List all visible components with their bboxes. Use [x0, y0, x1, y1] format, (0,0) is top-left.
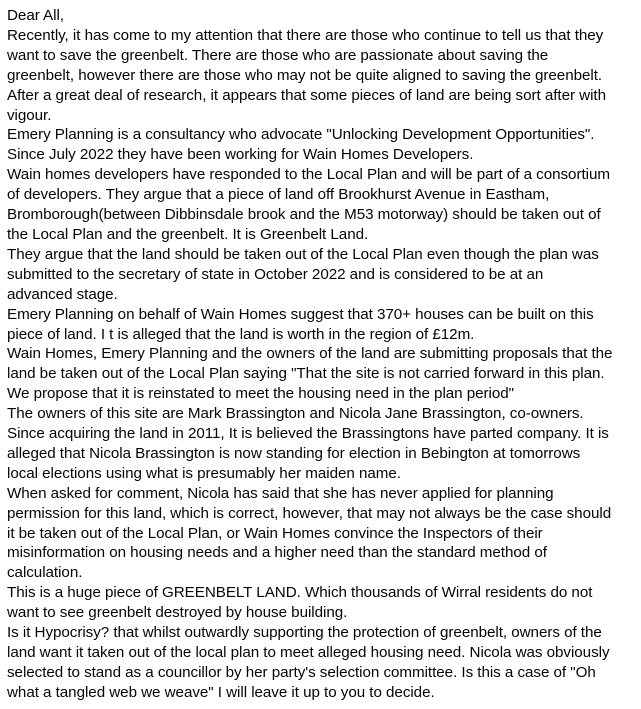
post-text-line: Wain homes developers have responded to the Local Plan and will be part of a consortium [7, 166, 610, 184]
post-text-line: it be taken out of the Local Plan, or Wain Homes convince the Inspectors of their [7, 524, 543, 542]
post-text-line: land be taken out of the Local Plan saying "That the site is not carried forward in this plan. [7, 365, 605, 383]
post-text-line: Emery Planning on behalf of Wain Homes suggest that 370+ houses can be built on this [7, 305, 594, 323]
post-text-line: Since July 2022 they have been working for Wain Homes Developers. [7, 146, 474, 164]
post-text-line: Wain Homes, Emery Planning and the owners of the land are submitting proposals that the [7, 345, 613, 363]
post-text-line: After a great deal of research, it appears that some pieces of land are being sort after with [7, 86, 606, 104]
post-text-line: calculation. [7, 564, 83, 582]
post-text-line: local elections using what is presumably her maiden name. [7, 464, 401, 482]
post-text-line: Dear All, [7, 7, 64, 24]
post-text-line: piece of land. I t is alleged that the land is worth in the region of £12m. [7, 325, 475, 343]
post-text-line: The owners of this site are Mark Brassington and Nicola Jane Brassington, co-owners. [7, 405, 584, 423]
post-text-line: selected to stand as a councillor by her party's selection committee. Is this a case of "Oh [7, 663, 596, 681]
post-text-line: what a tangled web we weave" I will leave it up to you to decide. [7, 683, 435, 701]
post-text-line: want to save the greenbelt. There are those who are passionate about saving the [7, 46, 549, 64]
post-text-line: Since acquiring the land in 2011, It is believed the Brassingtons have parted company. It is [7, 425, 609, 443]
post-text-line: misinformation on housing needs and a higher need than the standard method of [7, 544, 547, 562]
post-text-line: permission for this land, which is correct, however, that may not always be the case should [7, 504, 612, 522]
post-text-line: alleged that Nicola Brassington is now standing for election in Bebington at tomorrows [7, 444, 581, 462]
post-text-line: They argue that the land should be taken out of the Local Plan even though the plan was [7, 245, 599, 263]
post-text-line: This is a huge piece of GREENBELT LAND. Which thousands of Wirral residents do not [7, 584, 593, 602]
post-text-line: When asked for comment, Nicola has said that she has never applied for planning [7, 484, 554, 502]
post-text-line: greenbelt, however there are those who may not be quite aligned to saving the greenbelt. [7, 66, 603, 84]
post-text-line: Emery Planning is a consultancy who advocate "Unlocking Development Opportunities". [7, 126, 595, 144]
post-text-line: vigour. [7, 106, 52, 124]
post-text-line: of developers. They argue that a piece of land off Brookhurst Avenue in Eastham, [7, 186, 550, 204]
post-text-line: want to see greenbelt destroyed by house building. [7, 604, 348, 622]
post-text-line: We propose that it is reinstated to meet the housing need in the plan period" [7, 385, 514, 403]
post-text-line: Bromborough(between Dibbinsdale brook and the M53 motorway) should be taken out of [7, 206, 601, 224]
post-text-line: submitted to the secretary of state in October 2022 and is considered to be at an [7, 265, 544, 283]
post-text-line: the Local Plan and the greenbelt. It is Greenbelt Land. [7, 225, 369, 243]
post-text-line: land want it taken out of the local plan to meet alleged housing need. Nicola was obviously [7, 644, 610, 661]
post-text-line: advanced stage. [7, 285, 118, 303]
post-text-line: Is it Hypocrisy? that whilst outwardly supporting the protection of greenbelt, owners of the [7, 624, 602, 642]
post-text-line: Recently, it has come to my attention that there are those who continue to tell us that they [7, 26, 604, 44]
